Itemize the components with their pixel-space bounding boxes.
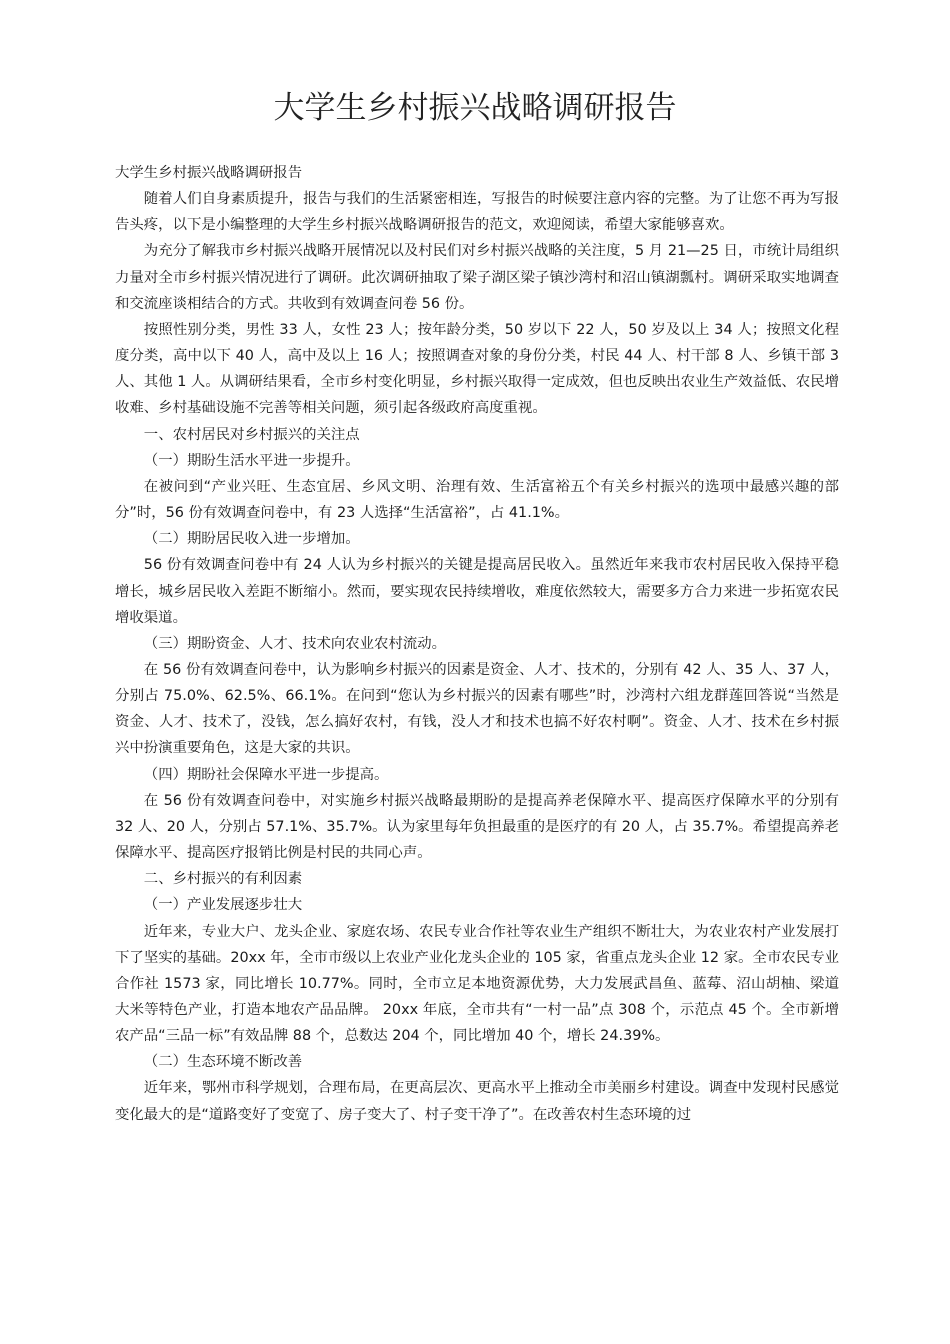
paragraph-1-2: 56 份有效调查问卷中有 24 人认为乡村振兴的关键是提高居民收入。虽然近年来我市农村居民收入保持平稳增长，城乡居民收入差距不断缩小。然而，要实现农民持续增收，难度依然较大，需要多方合力来进一步拓宽农民增收渠道。 (115, 557, 839, 626)
subsection-heading-1-3: （三）期盼资金、人才、技术向农业农村流动。 (143, 635, 447, 652)
subsection-heading-1-2: （二）期盼居民收入进一步增加。 (143, 531, 360, 548)
paragraph-sample: 按照性别分类，男性 33 人，女性 23 人；按年龄分类，50 岁以下 22 人，50 岁及以上 34 人；按照文化程度分类，高中以下 40 人，高中及以上 16 人；按照调查对象的身份分类，村民 44 人、村干部 8 人、乡镇干部 3 人、其他 1 人。从调研结果看，全市乡村变化明显，乡村振兴取得一定成效，但也反映出农业生产效益低、农民增收难、乡村基础设施不完善等相关问题，须引起各级政府高度重视。 (115, 321, 839, 417)
paragraph-1-4: 在 56 份有效调查问卷中，对实施乡村振兴战略最期盼的是提高养老保障水平、提高医疗保障水平的分别有 32 人、20 人，分别占 57.1%、35.7%。认为家里每年负担最重的是医疗的有 20 人，占 35.7%。希望提高养老保障水平、提高医疗报销比例是村民的共同心声。 (115, 792, 839, 862)
document-title: 大学生乡村振兴战略调研报告 (273, 90, 677, 126)
subsection-heading-2-1: （一）产业发展逐步壮大 (143, 897, 303, 914)
paragraph-1-1: 在被问到“产业兴旺、生态宜居、乡风文明、治理有效、生活富裕五个有关乡村振兴的选项中最感兴趣的部分”时，56 份有效调查问卷中，有 23 人选择“生活富裕”，占 41.1%。 (115, 478, 839, 522)
subsection-heading-1-4: （四）期盼社会保障水平进一步提高。 (143, 766, 389, 783)
paragraph-background: 为充分了解我市乡村振兴战略开展情况以及村民们对乡村振兴战略的关注度，5 月 21—25 日，市统计局组织力量对全市乡村振兴情况进行了调研。此次调研抽取了梁子湖区梁子镇沙湾村和沼山镇湖瓢村。调研采取实地调查和交流座谈相结合的方式。共收到有效调查问卷 56 份。 (115, 243, 839, 312)
section-heading-1: 一、农村居民对乡村振兴的关注点 (143, 426, 360, 443)
section-heading-2: 二、乡村振兴的有利因素 (143, 871, 303, 888)
subsection-heading-1-1: （一）期盼生活水平进一步提升。 (143, 452, 360, 469)
paragraph-2-1: 近年来，专业大户、龙头企业、家庭农场、农民专业合作社等农业生产组织不断壮大，为农业农村产业发展打下了坚实的基础。20xx 年，全市市级以上农业产业化龙头企业的 105 家，省重点龙头企业 12 家。全市农民专业合作社 1573 家，同比增长 10.77%。同时，全市立足本地资源优势，大力发展武昌鱼、蓝莓、沼山胡柚、梁道大米等特色产业，打造本地农产品品牌。 20xx 年底，全市共有“一村一品”点 308 个，示范点 45 个。全市新增农产品“三品一标”有效品牌 88 个，总数达 204 个，同比增加 40 个，增长 24.39%。 (115, 923, 839, 1045)
subsection-heading-2-2: （二）生态环境不断改善 (143, 1054, 303, 1071)
paragraph-intro: 随着人们自身素质提升，报告与我们的生活紧密相连，写报告的时候要注意内容的完整。为了让您不再为写报告头疼，以下是小编整理的大学生乡村振兴战略调研报告的范文，欢迎阅读，希望大家能够喜欢。 (115, 191, 839, 234)
document-body (115, 160, 839, 1128)
paragraph-1-3: 在 56 份有效调查问卷中，认为影响乡村振兴的因素是资金、人才、技术的，分别有 42 人、35 人、37 人，分别占 75.0%、62.5%、66.1%。在问到“您认为乡村振兴的因素有哪些”时，沙湾村六组龙群莲回答说“当然是资金、人才、技术了，没钱，怎么搞好农村，有钱，没人才和技术也搞不好农村啊”。资金、人才、技术在乡村振兴中扮演重要角色，这是大家的共识。 (115, 661, 839, 757)
paragraph-2-2: 近年来，鄂州市科学规划，合理布局，在更高层次、更高水平上推动全市美丽乡村建设。调查中发现村民感觉变化最大的是“道路变好了变宽了、房子变大了、村子变干净了”。在改善农村生态环境的过 (115, 1080, 839, 1123)
body-subtitle: 大学生乡村振兴战略调研报告 (115, 165, 303, 181)
